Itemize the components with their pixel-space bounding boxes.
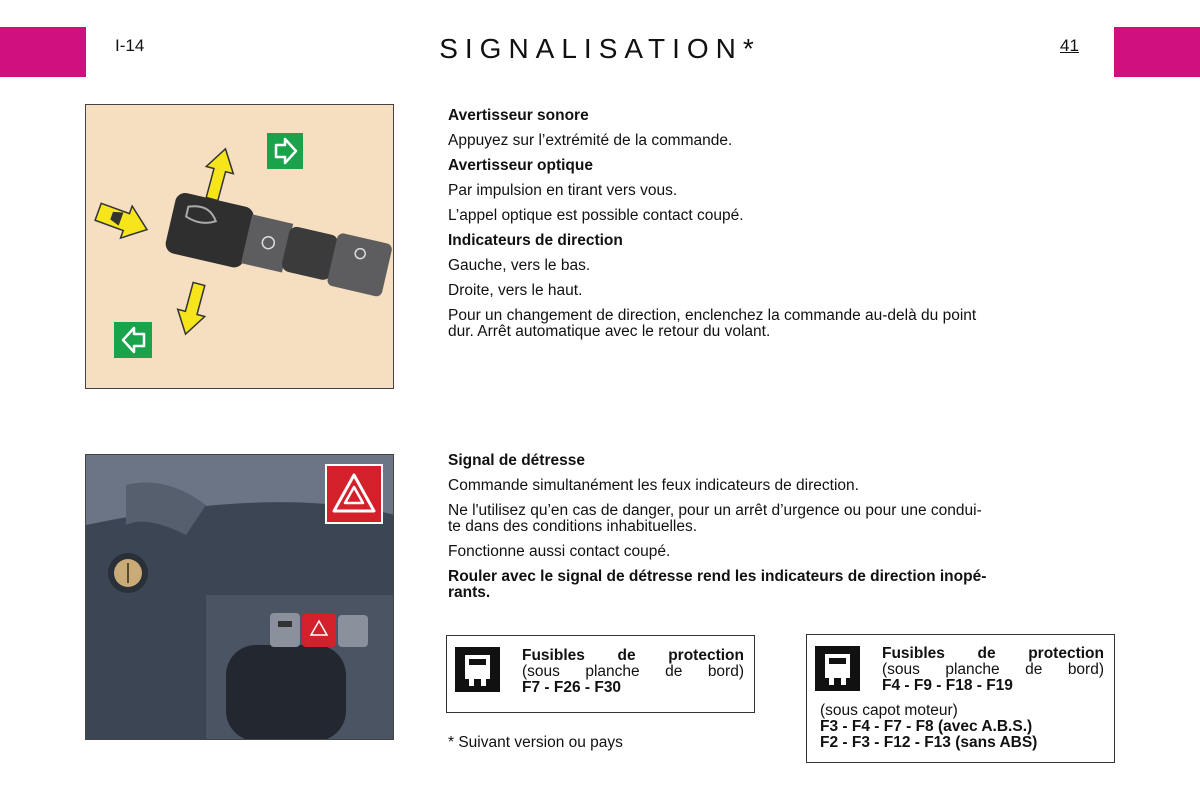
down-arrow-icon (172, 280, 213, 337)
fuse-left-list: F7 - F26 - F30 (522, 679, 622, 696)
indicators-text-3-line1: Pour un changement de direction, enclenchez la commande au-delà du point (448, 307, 977, 324)
fuse-right-location-3: de (1025, 661, 1043, 678)
horn-text: Appuyez sur l’extrémité de la commande. (448, 132, 733, 149)
hazard-switch (302, 613, 336, 647)
left-turn-sign-icon (114, 322, 152, 358)
fuse-right-heading-3: protection (1028, 645, 1104, 662)
indicators-text-3-line2: dur. Arrêt automatique avec le retour du volant. (448, 323, 771, 340)
fuse-left-heading-3: protection (668, 647, 744, 664)
indicators-text-3 (448, 308, 1114, 340)
section-hazard (448, 453, 1114, 610)
fuse-right-location-1: (sous (882, 661, 920, 678)
fuse-box-right (806, 634, 1115, 763)
indicators-text-1: Gauche, vers le bas. (448, 257, 591, 274)
flash-heading: Avertisseur optique (448, 157, 593, 174)
extra-switch (338, 615, 368, 647)
horn-heading: Avertisseur sonore (448, 107, 589, 124)
hazard-text-3: Fonctionne aussi contact coupé. (448, 543, 671, 560)
flash-text-2: L’appel optique est possible contact coupé. (448, 207, 744, 224)
up-arrow-icon (198, 145, 239, 202)
fuse-right-heading-2: de (977, 645, 996, 662)
fuse-right-location-2: planche (945, 661, 1000, 678)
stalk-illustration (85, 104, 394, 389)
hazard-warning (448, 569, 1114, 601)
fuse-left-heading-2: de (617, 647, 636, 664)
hazard-text-2 (448, 503, 1114, 535)
flash-text-1: Par impulsion en tirant vers vous. (448, 182, 678, 199)
indicators-heading: Indicateurs de direction (448, 232, 623, 249)
hazard-warning-line1: Rouler avec le signal de détresse rend les indicateurs de direction inopé- (448, 568, 987, 585)
fuse-left-location-3: de (665, 663, 683, 680)
fuse-left-location-2: planche (585, 663, 640, 680)
fuse-icon (815, 646, 860, 691)
fuse-right-location-4: bord) (1067, 661, 1104, 678)
hazard-text-1: Commande simultanément les feux indicateurs de direction. (448, 477, 859, 494)
dashboard-illustration (85, 454, 394, 740)
page-code: I-14 (115, 36, 145, 55)
push-arrow-icon (92, 196, 152, 246)
fuse-left-location-4: bord) (707, 663, 744, 680)
fuse-box-left (446, 635, 755, 713)
hazard-text-2-line1: Ne l'utilisez qu’en cas de danger, pour un arrêt d’urgence ou pour une condui- (448, 502, 982, 519)
section-horn-indicators (448, 108, 1114, 349)
hazard-warning-line2: rants. (448, 584, 491, 601)
defrost-switch (270, 613, 300, 647)
ignition-lock-icon (108, 553, 148, 593)
fuse-right-list-1: F4 - F9 - F18 - F19 (882, 677, 1013, 694)
fuse-left-location-1: (sous (522, 663, 560, 680)
fuse-right-list-3: F2 - F3 - F12 - F13 (sans ABS) (820, 734, 1038, 751)
hazard-warning-icon (326, 465, 382, 523)
fuse-icon (455, 647, 500, 692)
fuse-right-list-2: F3 - F4 - F7 - F8 (avec A.B.S.) (820, 718, 1033, 735)
fuse-right-location-engine: (sous capot moteur) (820, 702, 958, 719)
right-turn-sign-icon (267, 133, 303, 169)
fuse-right-heading-1: Fusibles (882, 645, 945, 662)
hazard-text-2-line2: te dans des conditions inhabituelles. (448, 518, 698, 535)
footnote: * Suivant version ou pays (448, 734, 623, 751)
indicators-text-2: Droite, vers le haut. (448, 282, 583, 299)
hazard-heading: Signal de détresse (448, 452, 585, 469)
page-number[interactable]: 41 (1060, 36, 1079, 55)
page-title: SIGNALISATION* (439, 33, 761, 64)
fuse-left-heading-1: Fusibles (522, 647, 585, 664)
